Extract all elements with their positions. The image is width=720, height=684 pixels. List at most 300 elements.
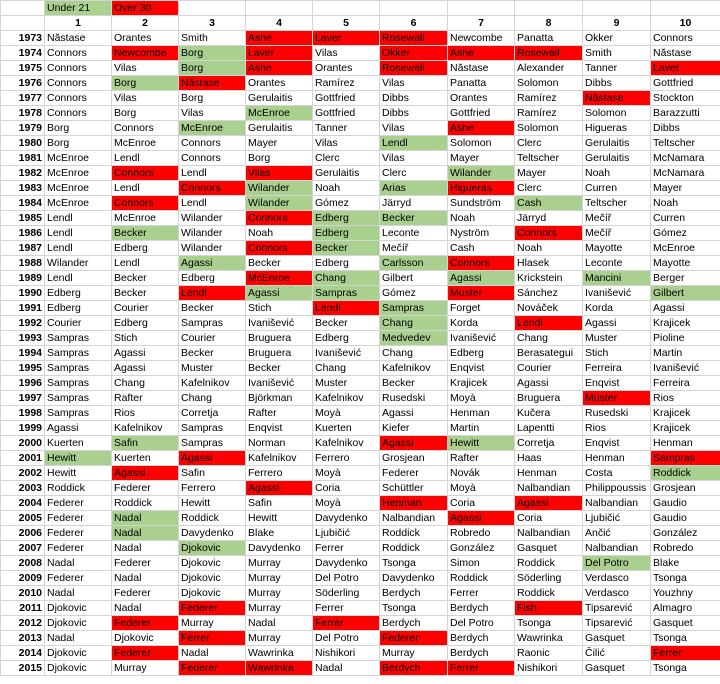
player-cell[interactable]: Edberg	[313, 256, 380, 271]
rank-header-10[interactable]: 10	[651, 16, 720, 31]
player-cell[interactable]: Noah	[313, 181, 380, 196]
player-cell[interactable]: Berdych	[380, 661, 448, 676]
player-cell[interactable]: Davydenko	[179, 526, 246, 541]
player-cell[interactable]: Nadal	[45, 631, 112, 646]
player-cell[interactable]: Stich	[583, 346, 651, 361]
year-cell[interactable]: 2000	[1, 436, 45, 451]
player-cell[interactable]: Haas	[515, 451, 583, 466]
player-cell[interactable]: Almagro	[651, 601, 720, 616]
player-cell[interactable]: Gerulaitis	[246, 91, 313, 106]
player-cell[interactable]: Philippoussis	[583, 481, 651, 496]
player-cell[interactable]: Nalbandian	[380, 511, 448, 526]
player-cell[interactable]: Enqvist	[583, 376, 651, 391]
player-cell[interactable]: Wilander	[179, 226, 246, 241]
player-cell[interactable]: Gómez	[313, 196, 380, 211]
player-cell[interactable]: Ivanišević	[246, 376, 313, 391]
year-cell[interactable]: 2006	[1, 526, 45, 541]
player-cell[interactable]: Hewitt	[45, 466, 112, 481]
player-cell[interactable]: Federer	[179, 661, 246, 676]
player-cell[interactable]: Söderling	[515, 571, 583, 586]
player-cell[interactable]: Edberg	[112, 241, 179, 256]
player-cell[interactable]: Sundström	[448, 196, 515, 211]
player-cell[interactable]: Ferreira	[583, 361, 651, 376]
player-cell[interactable]: Gerulaitis	[583, 151, 651, 166]
player-cell[interactable]: Edberg	[448, 346, 515, 361]
player-cell[interactable]: Wawrinka	[246, 661, 313, 676]
player-cell[interactable]: Orantes	[448, 91, 515, 106]
player-cell[interactable]: Agassi	[112, 361, 179, 376]
player-cell[interactable]: Laver	[246, 46, 313, 61]
player-cell[interactable]: Ferrer	[313, 601, 380, 616]
player-cell[interactable]: Lapentti	[515, 421, 583, 436]
empty-cell[interactable]	[179, 1, 246, 16]
player-cell[interactable]: Courier	[45, 316, 112, 331]
player-cell[interactable]: Sampras	[380, 301, 448, 316]
player-cell[interactable]: Becker	[246, 361, 313, 376]
player-cell[interactable]: Clerc	[380, 166, 448, 181]
player-cell[interactable]: Connors	[515, 226, 583, 241]
player-cell[interactable]: Federer	[112, 646, 179, 661]
player-cell[interactable]: Roddick	[380, 541, 448, 556]
player-cell[interactable]: Bruguera	[246, 331, 313, 346]
player-cell[interactable]: Rosewall	[515, 46, 583, 61]
player-cell[interactable]: Wawrinka	[515, 631, 583, 646]
player-cell[interactable]: Edberg	[45, 286, 112, 301]
player-cell[interactable]: Orantes	[313, 61, 380, 76]
player-cell[interactable]: González	[651, 526, 720, 541]
player-cell[interactable]: Agassi	[179, 451, 246, 466]
rank-header-7[interactable]: 7	[448, 16, 515, 31]
player-cell[interactable]: Coria	[313, 481, 380, 496]
player-cell[interactable]: Solomon	[583, 106, 651, 121]
player-cell[interactable]: Agassi	[179, 256, 246, 271]
player-cell[interactable]: Lendl	[45, 211, 112, 226]
player-cell[interactable]: Tanner	[313, 121, 380, 136]
player-cell[interactable]: Gottfried	[313, 91, 380, 106]
player-cell[interactable]: Wilander	[246, 196, 313, 211]
player-cell[interactable]: Chang	[380, 346, 448, 361]
year-cell[interactable]: 1999	[1, 421, 45, 436]
year-cell[interactable]: 1992	[1, 316, 45, 331]
player-cell[interactable]: Becker	[380, 211, 448, 226]
player-cell[interactable]: McEnroe	[45, 151, 112, 166]
player-cell[interactable]: Ljubičić	[313, 526, 380, 541]
player-cell[interactable]: Rios	[583, 421, 651, 436]
year-cell[interactable]: 1976	[1, 76, 45, 91]
player-cell[interactable]: Kiefer	[380, 421, 448, 436]
player-cell[interactable]: Carlsson	[380, 256, 448, 271]
player-cell[interactable]: Robredo	[651, 541, 720, 556]
player-cell[interactable]: Edberg	[112, 316, 179, 331]
player-cell[interactable]: Mečíř	[380, 241, 448, 256]
player-cell[interactable]: Connors	[45, 106, 112, 121]
player-cell[interactable]: McEnroe	[112, 211, 179, 226]
year-cell[interactable]: 1973	[1, 31, 45, 46]
player-cell[interactable]: Tsonga	[380, 601, 448, 616]
player-cell[interactable]: Ramírez	[515, 106, 583, 121]
player-cell[interactable]: Higueras	[583, 121, 651, 136]
corner-cell[interactable]	[1, 1, 45, 16]
rank-header-1[interactable]: 1	[45, 16, 112, 31]
player-cell[interactable]: Barazzutti	[651, 106, 720, 121]
player-cell[interactable]: Federer	[380, 631, 448, 646]
player-cell[interactable]: Nadal	[313, 661, 380, 676]
player-cell[interactable]: Gerulaitis	[583, 136, 651, 151]
player-cell[interactable]: McEnroe	[651, 241, 720, 256]
player-cell[interactable]: Nadal	[112, 601, 179, 616]
player-cell[interactable]: Lendl	[45, 271, 112, 286]
player-cell[interactable]: Vilas	[380, 76, 448, 91]
player-cell[interactable]: Rafter	[448, 451, 515, 466]
player-cell[interactable]: Courier	[112, 301, 179, 316]
year-cell[interactable]: 1977	[1, 91, 45, 106]
year-cell[interactable]: 1984	[1, 196, 45, 211]
rank-header-4[interactable]: 4	[246, 16, 313, 31]
player-cell[interactable]: Safin	[179, 466, 246, 481]
player-cell[interactable]: Hewitt	[448, 436, 515, 451]
year-cell[interactable]: 1979	[1, 121, 45, 136]
player-cell[interactable]: Lendl	[179, 166, 246, 181]
player-cell[interactable]: Murray	[246, 601, 313, 616]
player-cell[interactable]: Djokovic	[179, 586, 246, 601]
player-cell[interactable]: Hewitt	[45, 451, 112, 466]
player-cell[interactable]: Nadal	[179, 646, 246, 661]
player-cell[interactable]: Connors	[179, 181, 246, 196]
player-cell[interactable]: Corretja	[179, 406, 246, 421]
player-cell[interactable]: Roddick	[45, 481, 112, 496]
player-cell[interactable]: Orantes	[112, 31, 179, 46]
player-cell[interactable]: Tipsarević	[583, 616, 651, 631]
player-cell[interactable]: Federer	[112, 556, 179, 571]
player-cell[interactable]: Newcombe	[448, 31, 515, 46]
year-cell[interactable]: 2014	[1, 646, 45, 661]
player-cell[interactable]: Davydenko	[313, 511, 380, 526]
legend-over30[interactable]: Over 30	[112, 1, 179, 16]
player-cell[interactable]: Berasategui	[515, 346, 583, 361]
player-cell[interactable]: Becker	[313, 241, 380, 256]
player-cell[interactable]: Krajicek	[651, 316, 720, 331]
player-cell[interactable]: Edberg	[313, 331, 380, 346]
player-cell[interactable]: Chang	[179, 391, 246, 406]
player-cell[interactable]: Nishikori	[313, 646, 380, 661]
player-cell[interactable]: Agassi	[651, 301, 720, 316]
player-cell[interactable]: Krajicek	[448, 376, 515, 391]
player-cell[interactable]: Connors	[651, 31, 720, 46]
player-cell[interactable]: Gerulaitis	[246, 121, 313, 136]
player-cell[interactable]: Dibbs	[651, 121, 720, 136]
player-cell[interactable]: Noah	[448, 211, 515, 226]
player-cell[interactable]: Moyà	[313, 496, 380, 511]
player-cell[interactable]: Berdych	[448, 631, 515, 646]
player-cell[interactable]: Edberg	[313, 226, 380, 241]
player-cell[interactable]: Connors	[112, 121, 179, 136]
player-cell[interactable]: Djokovic	[179, 571, 246, 586]
year-cell[interactable]: 1994	[1, 346, 45, 361]
legend-under21[interactable]: Under 21	[45, 1, 112, 16]
player-cell[interactable]: Vilas	[112, 61, 179, 76]
player-cell[interactable]: Enqvist	[583, 436, 651, 451]
player-cell[interactable]: Roddick	[112, 496, 179, 511]
player-cell[interactable]: Chang	[515, 331, 583, 346]
player-cell[interactable]: Čilić	[583, 646, 651, 661]
player-cell[interactable]: Ančić	[583, 526, 651, 541]
player-cell[interactable]: Del Potro	[313, 631, 380, 646]
year-cell[interactable]: 2015	[1, 661, 45, 676]
player-cell[interactable]: Mayer	[246, 136, 313, 151]
player-cell[interactable]: Wilander	[179, 211, 246, 226]
year-cell[interactable]: 1993	[1, 331, 45, 346]
player-cell[interactable]: Berger	[651, 271, 720, 286]
player-cell[interactable]: Dibbs	[380, 106, 448, 121]
player-cell[interactable]: Murray	[112, 661, 179, 676]
player-cell[interactable]: Tsonga	[651, 571, 720, 586]
player-cell[interactable]: Krajicek	[651, 421, 720, 436]
rank-header-5[interactable]: 5	[313, 16, 380, 31]
player-cell[interactable]: Mayotte	[583, 241, 651, 256]
player-cell[interactable]: Rafter	[246, 406, 313, 421]
player-cell[interactable]: Sampras	[179, 316, 246, 331]
player-cell[interactable]: Leconte	[583, 256, 651, 271]
player-cell[interactable]: Krajicek	[651, 406, 720, 421]
player-cell[interactable]: Del Potro	[583, 556, 651, 571]
player-cell[interactable]: Youzhny	[651, 586, 720, 601]
year-cell[interactable]: 1988	[1, 256, 45, 271]
player-cell[interactable]: Davydenko	[313, 556, 380, 571]
player-cell[interactable]: Agassi	[380, 436, 448, 451]
player-cell[interactable]: Rosewall	[380, 31, 448, 46]
player-cell[interactable]: Enqvist	[246, 421, 313, 436]
player-cell[interactable]: Panatta	[448, 76, 515, 91]
player-cell[interactable]: Tsonga	[651, 661, 720, 676]
player-cell[interactable]: Connors	[179, 151, 246, 166]
year-cell[interactable]: 2003	[1, 481, 45, 496]
player-cell[interactable]: Becker	[179, 346, 246, 361]
player-cell[interactable]: Vilas	[246, 166, 313, 181]
player-cell[interactable]: Muster	[448, 286, 515, 301]
player-cell[interactable]: Ljubičić	[583, 511, 651, 526]
year-cell[interactable]: 2001	[1, 451, 45, 466]
player-cell[interactable]: Ferrer	[313, 541, 380, 556]
player-cell[interactable]: Gottfried	[651, 76, 720, 91]
player-cell[interactable]: Rusedski	[583, 406, 651, 421]
player-cell[interactable]: Bruguera	[515, 391, 583, 406]
player-cell[interactable]: McEnroe	[112, 136, 179, 151]
player-cell[interactable]: Wawrinka	[246, 646, 313, 661]
player-cell[interactable]: Okker	[380, 46, 448, 61]
player-cell[interactable]: Curren	[583, 181, 651, 196]
player-cell[interactable]: Nyström	[448, 226, 515, 241]
player-cell[interactable]: Mečíř	[583, 226, 651, 241]
player-cell[interactable]: Agassi	[448, 271, 515, 286]
player-cell[interactable]: Ivanišević	[583, 286, 651, 301]
player-cell[interactable]: Berdych	[380, 616, 448, 631]
player-cell[interactable]: Connors	[246, 241, 313, 256]
player-cell[interactable]: Björkman	[246, 391, 313, 406]
player-cell[interactable]: Becker	[112, 271, 179, 286]
player-cell[interactable]: Borg	[246, 151, 313, 166]
player-cell[interactable]: Kafelnikov	[380, 361, 448, 376]
player-cell[interactable]: Rusedski	[380, 391, 448, 406]
year-cell[interactable]: 1974	[1, 46, 45, 61]
year-cell[interactable]: 1981	[1, 151, 45, 166]
year-cell[interactable]: 2009	[1, 571, 45, 586]
empty-cell[interactable]	[448, 1, 515, 16]
player-cell[interactable]: Mayer	[651, 181, 720, 196]
player-cell[interactable]: Sampras	[45, 406, 112, 421]
player-cell[interactable]: Mancini	[583, 271, 651, 286]
player-cell[interactable]: Agassi	[112, 346, 179, 361]
player-cell[interactable]: Ashe	[448, 46, 515, 61]
player-cell[interactable]: Pioline	[651, 331, 720, 346]
player-cell[interactable]: Tipsarević	[583, 601, 651, 616]
player-cell[interactable]: Tsonga	[651, 631, 720, 646]
player-cell[interactable]: Edberg	[179, 271, 246, 286]
player-cell[interactable]: Smith	[179, 31, 246, 46]
player-cell[interactable]: Kafelnikov	[313, 436, 380, 451]
player-cell[interactable]: McEnroe	[45, 181, 112, 196]
player-cell[interactable]: Roddick	[515, 586, 583, 601]
player-cell[interactable]: Martin	[448, 421, 515, 436]
player-cell[interactable]: Wilander	[179, 241, 246, 256]
player-cell[interactable]: Henman	[651, 436, 720, 451]
player-cell[interactable]: Roddick	[515, 556, 583, 571]
player-cell[interactable]: Stich	[112, 331, 179, 346]
player-cell[interactable]: Courier	[179, 331, 246, 346]
player-cell[interactable]: Agassi	[246, 481, 313, 496]
player-cell[interactable]: Federer	[45, 541, 112, 556]
player-cell[interactable]: Moyà	[313, 406, 380, 421]
player-cell[interactable]: Nadal	[112, 541, 179, 556]
player-cell[interactable]: Vilas	[380, 151, 448, 166]
player-cell[interactable]: Solomon	[515, 121, 583, 136]
player-cell[interactable]: Cash	[448, 241, 515, 256]
player-cell[interactable]: Noah	[246, 226, 313, 241]
player-cell[interactable]: Nadal	[112, 511, 179, 526]
player-cell[interactable]: Muster	[583, 331, 651, 346]
rank-header-8[interactable]: 8	[515, 16, 583, 31]
player-cell[interactable]: Lendl	[112, 256, 179, 271]
player-cell[interactable]: Edberg	[45, 301, 112, 316]
player-cell[interactable]: Okker	[583, 31, 651, 46]
player-cell[interactable]: Cash	[515, 196, 583, 211]
rank-header-9[interactable]: 9	[583, 16, 651, 31]
player-cell[interactable]: Sampras	[179, 436, 246, 451]
player-cell[interactable]: Nadal	[45, 586, 112, 601]
player-cell[interactable]: Gottfried	[313, 106, 380, 121]
player-cell[interactable]: Rios	[651, 391, 720, 406]
player-cell[interactable]: Vilas	[380, 121, 448, 136]
player-cell[interactable]: Coria	[448, 496, 515, 511]
player-cell[interactable]: Teltscher	[583, 196, 651, 211]
player-cell[interactable]: Dibbs	[583, 76, 651, 91]
player-cell[interactable]: Lendl	[45, 226, 112, 241]
player-cell[interactable]: Kafelnikov	[112, 421, 179, 436]
player-cell[interactable]: Borg	[179, 91, 246, 106]
player-cell[interactable]: Becker	[246, 256, 313, 271]
player-cell[interactable]: Federer	[112, 616, 179, 631]
player-cell[interactable]: Federer	[45, 526, 112, 541]
player-cell[interactable]: Murray	[179, 616, 246, 631]
player-cell[interactable]: Agassi	[448, 511, 515, 526]
player-cell[interactable]: Sampras	[45, 346, 112, 361]
player-cell[interactable]: Laver	[313, 31, 380, 46]
empty-cell[interactable]	[515, 1, 583, 16]
player-cell[interactable]: Orantes	[246, 76, 313, 91]
player-cell[interactable]: Nadal	[112, 571, 179, 586]
player-cell[interactable]: Ivanišević	[651, 361, 720, 376]
player-cell[interactable]: Djokovic	[179, 556, 246, 571]
player-cell[interactable]: Chang	[112, 376, 179, 391]
player-cell[interactable]: Nalbandian	[583, 496, 651, 511]
player-cell[interactable]: Connors	[448, 256, 515, 271]
empty-cell[interactable]	[651, 1, 720, 16]
rank-header-2[interactable]: 2	[112, 16, 179, 31]
player-cell[interactable]: Henman	[515, 466, 583, 481]
year-cell[interactable]: 2012	[1, 616, 45, 631]
year-cell[interactable]: 1983	[1, 181, 45, 196]
player-cell[interactable]: Costa	[583, 466, 651, 481]
player-cell[interactable]: Roddick	[179, 511, 246, 526]
player-cell[interactable]: Moyà	[448, 391, 515, 406]
player-cell[interactable]: Courier	[515, 361, 583, 376]
player-cell[interactable]: Kuerten	[313, 421, 380, 436]
year-cell[interactable]: 2004	[1, 496, 45, 511]
player-cell[interactable]: Solomon	[448, 136, 515, 151]
player-cell[interactable]: Rafter	[112, 391, 179, 406]
player-cell[interactable]: Djokovic	[45, 661, 112, 676]
player-cell[interactable]: Borg	[45, 121, 112, 136]
player-cell[interactable]: Nalbandian	[515, 481, 583, 496]
player-cell[interactable]: Stockton	[651, 91, 720, 106]
player-cell[interactable]: Berdych	[448, 646, 515, 661]
year-cell[interactable]: 2011	[1, 601, 45, 616]
player-cell[interactable]: Solomon	[515, 76, 583, 91]
player-cell[interactable]: Federer	[112, 481, 179, 496]
year-cell[interactable]: 1978	[1, 106, 45, 121]
year-cell[interactable]: 1987	[1, 241, 45, 256]
player-cell[interactable]: Grosjean	[380, 451, 448, 466]
player-cell[interactable]: Sampras	[313, 286, 380, 301]
player-cell[interactable]: Gómez	[380, 286, 448, 301]
player-cell[interactable]: Raonic	[515, 646, 583, 661]
player-cell[interactable]: Ashe	[246, 31, 313, 46]
player-cell[interactable]: Schüttler	[380, 481, 448, 496]
player-cell[interactable]: Noah	[651, 196, 720, 211]
player-cell[interactable]: Leconte	[380, 226, 448, 241]
player-cell[interactable]: Becker	[112, 286, 179, 301]
player-cell[interactable]: Ivanišević	[313, 346, 380, 361]
player-cell[interactable]: Del Potro	[448, 616, 515, 631]
player-cell[interactable]: Kafelnikov	[179, 376, 246, 391]
year-cell[interactable]: 1989	[1, 271, 45, 286]
player-cell[interactable]: Grosjean	[651, 481, 720, 496]
player-cell[interactable]: Gasquet	[515, 541, 583, 556]
year-cell[interactable]: 2002	[1, 466, 45, 481]
player-cell[interactable]: Ramírez	[515, 91, 583, 106]
player-cell[interactable]: Vilas	[179, 106, 246, 121]
player-cell[interactable]: Fish	[515, 601, 583, 616]
player-cell[interactable]: Rios	[112, 406, 179, 421]
player-cell[interactable]: Lendl	[313, 301, 380, 316]
player-cell[interactable]: Becker	[313, 316, 380, 331]
player-cell[interactable]: Henman	[380, 496, 448, 511]
player-cell[interactable]: Ramírez	[313, 76, 380, 91]
player-cell[interactable]: Moyà	[313, 466, 380, 481]
player-cell[interactable]: Becker	[179, 301, 246, 316]
year-cell[interactable]: 1985	[1, 211, 45, 226]
player-cell[interactable]: Muster	[179, 361, 246, 376]
player-cell[interactable]: Lendl	[179, 286, 246, 301]
